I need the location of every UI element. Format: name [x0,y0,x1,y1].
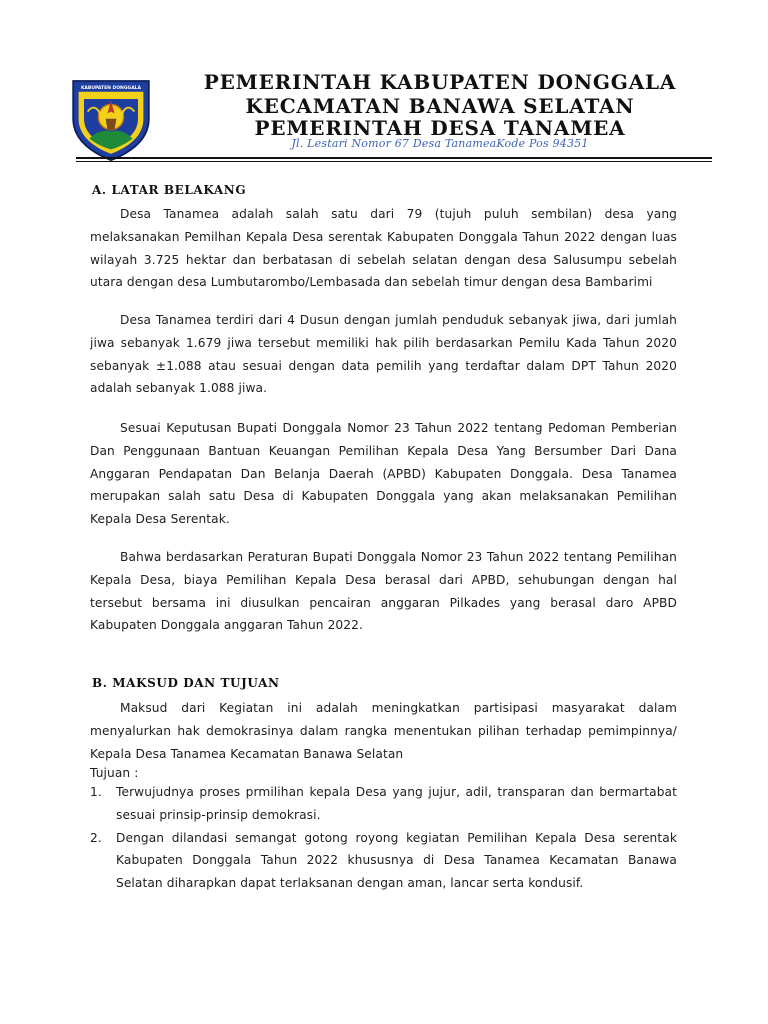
section-a-paragraph-1: Desa Tanamea adalah salah satu dari 79 (tujuh puluh sembilan) desa yang melaksanakan Pemilhan Kepala Desa serentak Kabupaten Donggala Tahun 2022 dengan luas wilayah 3.725 hektar dan berbatasan di sebelah selatan dengan desa Salusumpu sebelah utara dengan desa Lumbutarombo/Lembasada dan sebelah timur dengan desa Bambarimi [90,207,677,290]
header-address: Jl. Lestari Nomor 67 Desa TanameaKode Pos 94351 [291,137,589,150]
list-item [90,781,677,827]
section-a-title: A. LATAR BELAKANG [92,183,247,197]
section-b-title: B. MAKSUD DAN TUJUAN [92,676,280,690]
list-item [90,827,677,895]
header-divider-thick [76,157,712,159]
regency-emblem-logo [66,72,156,162]
list-item-number: 1. [90,785,102,799]
header-regency-title: PEMERINTAH KABUPATEN DONGGALA [203,70,677,94]
section-a-paragraph-4: Bahwa berdasarkan Peraturan Bupati Donggala Nomor 23 Tahun 2022 tentang Pemilihan Kepala Desa, biaya Pemilihan Kepala Desa berasal dari APBD, sehubungan dengan hal tersebut bersama ini diusulkan pencairan anggaran Pilkades yang berasal daro APBD Kabupaten Donggala anggaran Tahun 2022. [90,550,677,633]
list-item-text: Dengan dilandasi semangat gotong royong kegiatan Pemilihan Kepala Desa serentak Kabupaten Donggala Tahun 2022 khususnya di Desa Tanamea Kecamatan Banawa Selatan diharapkan dapat terlaksanan dengan aman, lancar serta kondusif. [116,830,677,891]
list-item-number: 2. [90,830,102,845]
tujuan-label: Tujuan : [90,766,139,780]
section-a-paragraph-3: Sesuai Keputusan Bupati Donggala Nomor 23 Tahun 2022 tentang Pedoman Pemberian Dan Penggunaan Bantuan Keuangan Pemilihan Kepala Desa Yang Bersumber Dari Dana Anggaran Pendapatan Dan Belanja Daerah (APBD) Kabupaten Donggala. Desa Tanamea merupakan salah satu Desa di Kabupaten Donggala yang akan melaksanakan Pemilihan Kepala Desa Serentak. [90,421,677,527]
header-district-title: KECAMATAN BANAWA SELATAN [245,94,635,118]
svg-text:KABUPATEN DONGGALA: KABUPATEN DONGGALA [80,86,142,92]
header-divider-thin [76,161,712,162]
section-a-paragraph-2: Desa Tanamea terdiri dari 4 Dusun dengan jumlah penduduk sebanyak jiwa, dari jumlah jiwa sebanyak 1.679 jiwa tersebut memiliki hak pilih berdasarkan Pemilu Kada Tahun 2020 sebanyak ±1.088 atau sesuai dengan data pemilih yang terdaftar dalam DPT Tahun 2020 adalah sebanyak 1.088 jiwa. [90,313,677,396]
tujuan-list [90,781,677,895]
section-b-paragraph: Maksud dari Kegiatan ini adalah meningkatkan partisipasi masyarakat dalam menyalurkan hak demokrasinya dalam rangka menentukan pilihan terhadap pemimpinnya/ Kepala Desa Tanamea Kecamatan Banawa Selatan [90,701,677,761]
header-village-title: PEMERINTAH DESA TANAMEA [254,116,626,140]
list-item-text: Terwujudnya proses prmilihan kepala Desa yang jujur, adil, transparan dan bermartabat sesuai prinsip-prinsip demokrasi. [116,785,677,822]
